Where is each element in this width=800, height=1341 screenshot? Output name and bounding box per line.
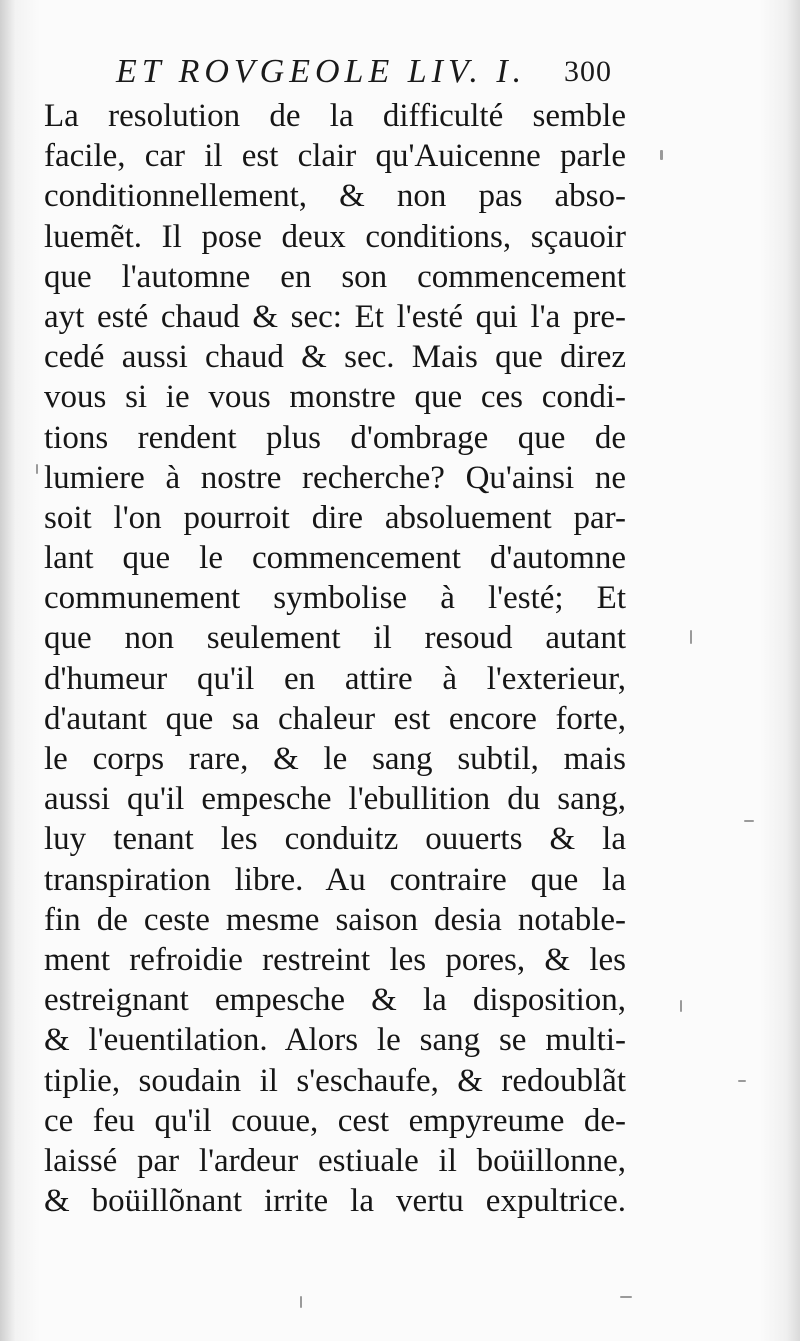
paper-speck [660,150,663,160]
text-line: & boüillõnant irrite la vertu expultrice. [44,1183,626,1220]
text-line: que l'automne en son commencement [44,258,626,295]
text-line: d'humeur qu'il en attire à l'exterieur, [44,660,626,697]
text-line: tiplie, soudain il s'eschaufe, & redoublãt [44,1062,626,1099]
paper-speck [300,1296,302,1308]
text-line: soit l'on pourroit dire absoluement par- [44,499,626,536]
text-line: tions rendent plus d'ombrage que de [44,419,626,456]
text-line: ment refroidie restreint les pores, & les [44,941,626,978]
text-line: que non seulement il resoud autant [44,620,626,657]
text-line: La resolution de la difficulté semble [44,98,626,134]
paper-speck [690,630,692,644]
text-line: luy tenant les conduitz ouuerts & la [44,821,626,858]
paper-speck [744,820,754,822]
running-title: ET ROVGEOLE LIV. I. [116,53,527,90]
text-line: ce feu qu'il couue, cest empyreume de- [44,1102,626,1139]
paper-speck [738,1080,746,1082]
text-line: lumiere à nostre recherche? Qu'ainsi ne [44,459,626,496]
paper-speck [36,464,38,474]
text-line: le corps rare, & le sang subtil, mais [44,741,626,777]
body-text [44,96,626,1221]
running-head [116,52,636,98]
text-line: ayt esté chaud & sec: Et l'esté qui l'a pre- [44,298,626,335]
text-line: lant que le commencement d'automne [44,540,626,577]
text-line: conditionnellement, & non pas abso- [44,178,626,215]
text-line: d'autant que sa chaleur est encore forte, [44,700,626,737]
paper-speck [620,1296,632,1298]
text-line: estreignant empesche & la disposition, [44,982,626,1019]
text-line: communement symbolise à l'esté; Et [44,580,626,617]
text-line: luemẽt. Il pose deux conditions, sçauoir [44,218,626,255]
page-gutter-shadow [0,0,16,1341]
text-line: cedé aussi chaud & sec. Mais que direz [44,339,626,376]
text-line: transpiration libre. Au contraire que la [44,861,626,898]
text-line: fin de ceste mesme saison desia notable- [44,901,626,938]
text-line: laissé par l'ardeur estiuale il boüillonne, [44,1142,626,1179]
text-line: facile, car il est clair qu'Auicenne parle [44,138,626,175]
text-line: vous si ie vous monstre que ces condi- [44,379,626,416]
paper-speck [680,1000,682,1012]
text-line: aussi qu'il empesche l'ebullition du sang, [44,781,626,818]
text-line: & l'euentilation. Alors le sang se multi- [44,1022,626,1059]
page-number: 300 [564,55,612,88]
